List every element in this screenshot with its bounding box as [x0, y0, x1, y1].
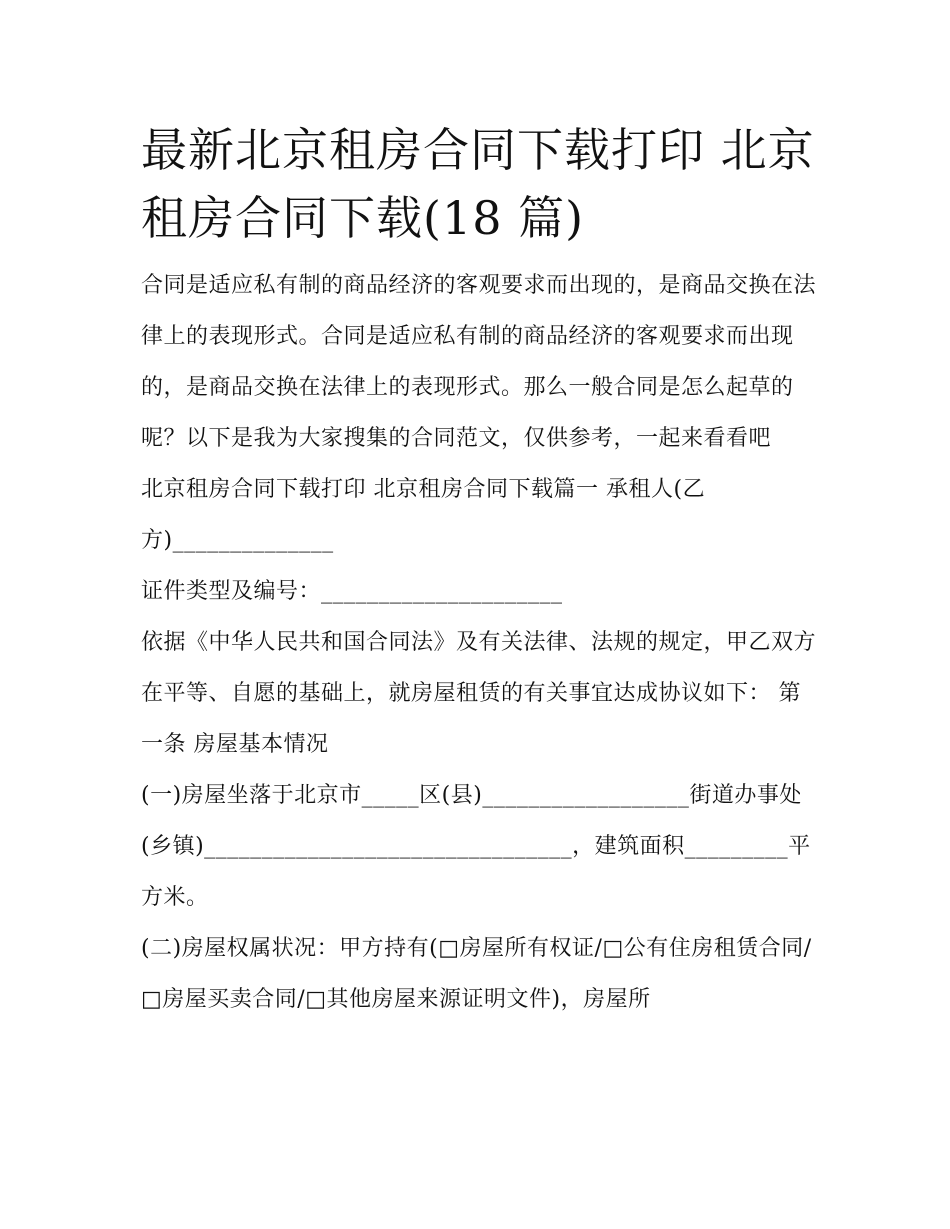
contract-heading-paragraph: 北京租房合同下载打印 北京租房合同下载篇一 承租人(乙方)______________: [141, 477, 706, 553]
legal-basis-paragraph: 依据《中华人民共和国合同法》及有关法律、法规的规定，甲乙双方在平等、自愿的基础上，就房屋租赁的有关事宜达成协议如下： 第一条 房屋基本情况: [141, 630, 817, 757]
document-title: 最新北京租房合同下载打印 北京租房合同下载(18 篇): [141, 123, 815, 245]
ownership-paragraph: (二)房屋权属状况：甲方持有(□房屋所有权证/□公有住房租赁合同/□房屋买卖合同/□其他房屋来源证明文件)，房屋所: [141, 936, 812, 1012]
intro-paragraph: 合同是适应私有制的商品经济的客观要求而出现的，是商品交换在法律上的表现形式。合同是适应私有制的商品经济的客观要求而出现的，是商品交换在法律上的表现形式。那么一般合同是怎么起草的呢？以下是我为大家搜集的合同范文，仅供参考，一起来看看吧: [141, 273, 817, 451]
document-page: [141, 116, 817, 1025]
id-type-paragraph: 证件类型及编号：_____________________: [141, 579, 563, 604]
location-paragraph: (一)房屋坐落于北京市_____区(县)__________________街道办事处(乡镇)________________________________，建筑面积_________平方米。: [141, 783, 811, 910]
